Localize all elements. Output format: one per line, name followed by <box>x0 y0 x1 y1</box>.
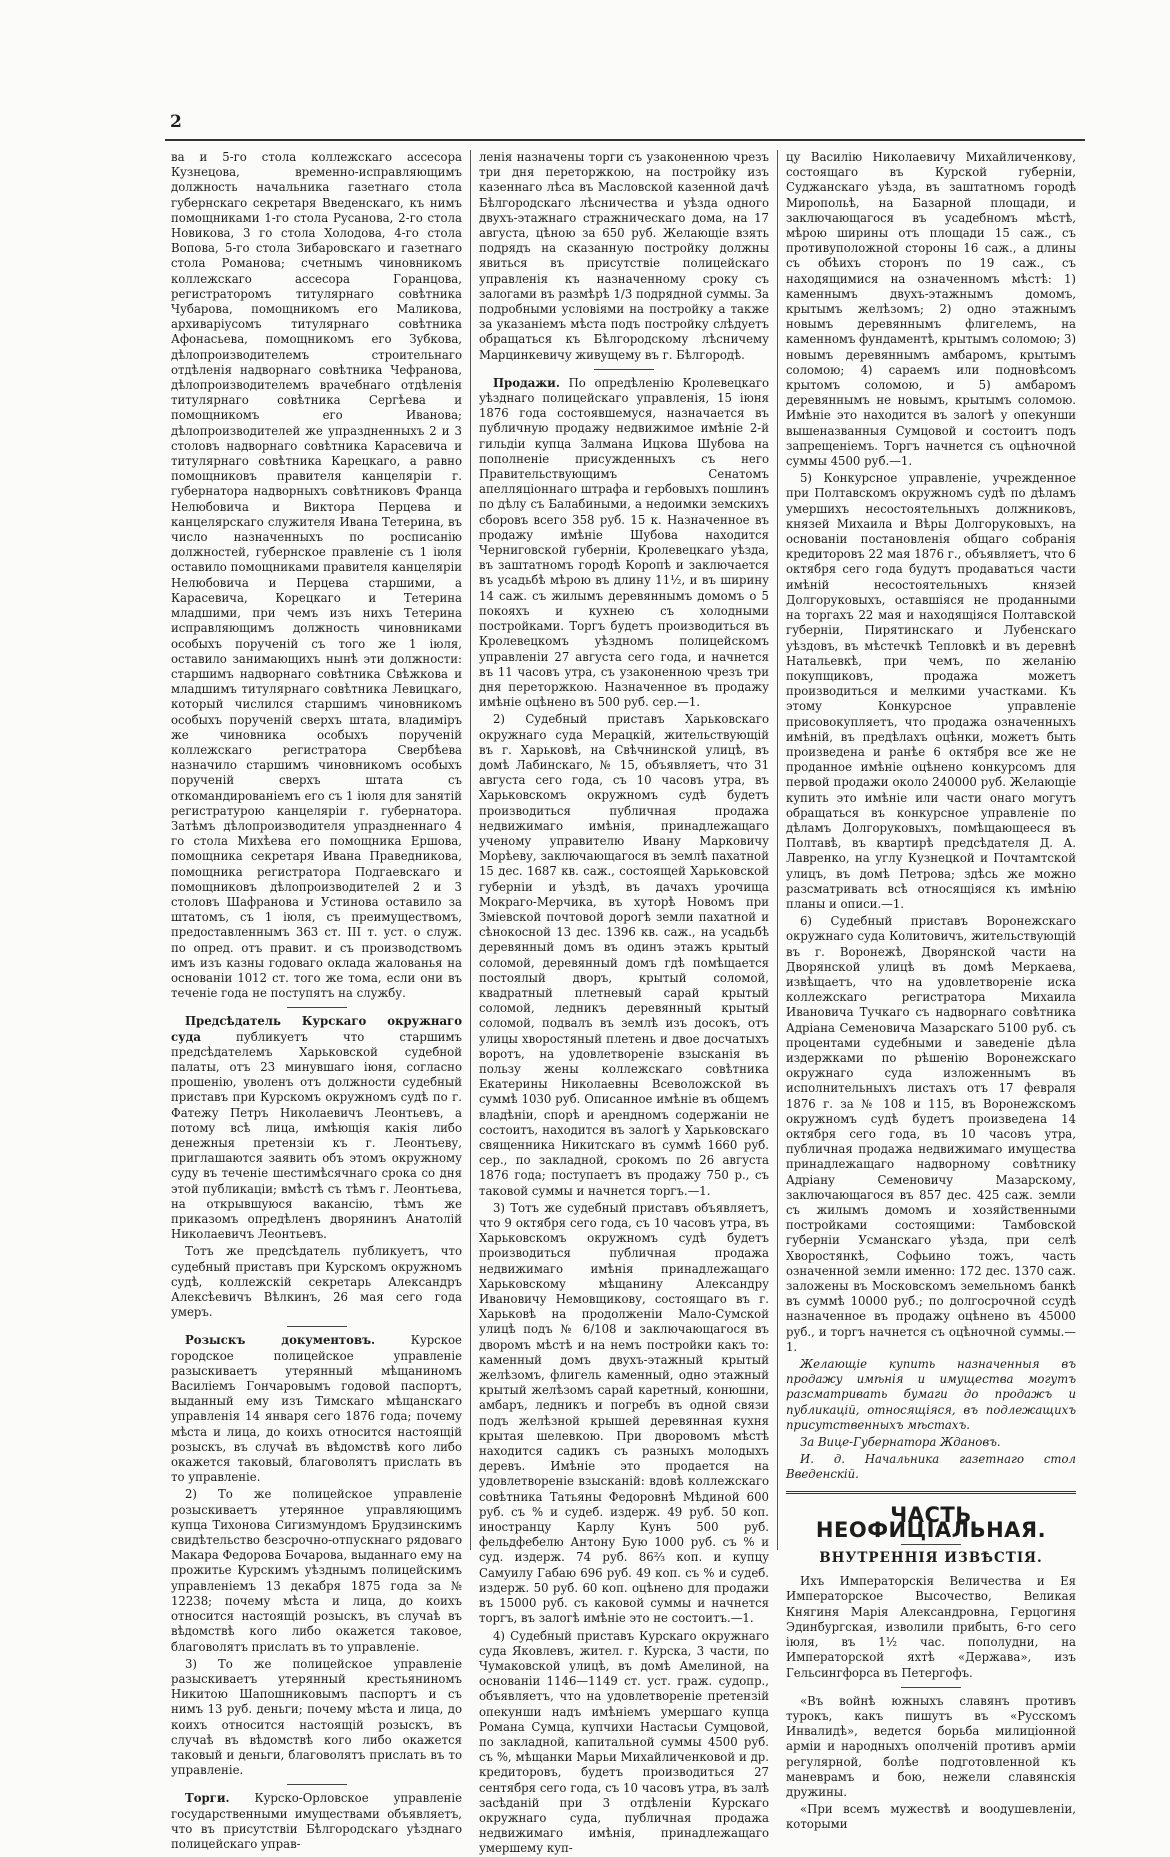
separator <box>594 369 654 370</box>
court-announcement-heading: Предсѣдатель Курскаго окружнаго суда <box>171 1014 462 1044</box>
sale-6: 6) Судебный приставъ Воронежскаго окружнаго суда Колитовичъ, жительствующій въ г. Воронежѣ, Дворянской части на Дворянской улицѣ въ домѣ Меркаева, извѣщаетъ, что на удовлетвореніе иска коллежскаго регистратора Михаила Ивановича Тучкаго съ надворнаго совѣтника Адріана Семеновича Мазарскаго 5100 руб. съ процентами судебными и заведеніе дѣла издержками по рѣшенію Воронежскаго окружнаго суда изложеннымъ въ исполнительныхъ листахъ отъ 17 февраля 1876 г. за № 108 и 115, въ Воронежскомъ окружномъ судѣ будетъ произведена 14 октября сего года, въ 10 часовъ утра, публичная продажа недвижимаго имущества принадлежащаго надворному совѣтнику Адріану Семеновичу Мазарскому, заключающагося въ 857 дес. 425 саж. земли съ жилымъ домомъ и хозяйственными постройками состоящими: Тамбовской губерніи Усманскаго уѣзда, при селѣ Хворостянкѣ, Софьино тожъ, часть означенной земли именно: 172 дес. 1370 саж. заложены въ Московскомъ земельномъ банкѣ въ суммѣ 10000 руб.; по долгосрочной ссудѣ назначенное въ продажу оцѣнено въ 45000 руб., и торгъ начнется съ оцѣночной суммы.—1. <box>786 914 1076 1354</box>
buyers-note: Желающіе купить назначенныя въ продажу имѣнія и имущества могутъ разсматривать бумаги до продажъ и публикацій, относящіяся, въ подлежащихъ присутственныхъ мѣстахъ. <box>786 1357 1076 1432</box>
separator <box>901 1544 961 1545</box>
documents-search-3: 3) То же полицейское управленіе разыскиваетъ утерянный крестьяниномъ Никитою Шапошниковымъ паспортъ и съ нимъ 13 руб. деньги; почему мѣста и лица, до коихъ относится настоящій розыскъ, въ случаѣ въ вѣдомствѣ кого либо окажется таковый и деньги, благоволятъ прислать въ то управленіе. <box>171 1656 462 1778</box>
sale-3: 3) Тотъ же судебный приставъ объявляетъ, что 9 октября сего года, съ 10 часовъ утра, въ Харьковскомъ окружномъ судѣ будетъ производиться публичная продажа недвижимаго имѣнія принадлежащаго Харьковскому мѣщанину Александру Ивановичу Немовщикову, состоящаго въ г. Харьковѣ на продолженіи Мало-Сумской улицѣ подъ № 6/108 и заключающагося въ дворомъ мѣстѣ и на немъ постройки какъ то: каменный домъ двухъ-этажный крытый желѣзомъ, флигель каменный, одно этажный крытый желѣзомъ сарай каретный, конюшни, амбаръ, ледникъ и погребъ въ одной связи подъ желѣзной крышей деревянная кухня крытая шелевкою. При дворовомъ мѣстѣ находится садикъ съ разныхъ молодыхъ деревъ. Имѣніе это продается на удовлетвореніе взысканій: вдовѣ коллежскаго совѣтника Татьяны Федоровнѣ Мѣдиной 600 руб. съ % и судеб. издерж. 49 руб. 50 коп. иностранцу Карлу Кунъ 500 руб. фельдфебелю Антону Бую 1000 руб. съ % и суд. издерж. 74 руб. 86⅔ коп. и купцу Самуилу Габаю 696 руб. 49 коп. съ % и судеб. издерж. 50 руб. 60 коп. оцѣнено для продажи въ 15000 руб. съ каковой суммы и начнется торгъ, въ залогѣ имѣніе это не состоитъ.—1. <box>479 1200 769 1626</box>
sale-2: 2) Судебный приставъ Харьковскаго окружнаго суда Мерацкій, жительствующій въ г. Харьковѣ, на Свѣчнинской улицѣ, въ домѣ Лабинскаго, № 15, объявляетъ, что 31 августа сего года, съ 10 часовъ утра, въ Харьковскомъ окружномъ судѣ будетъ производиться публичная продажа недвижимаго имѣнія, принадлежащаго ученому управителю Ивану Марковичу Морѣеву, заключающагося въ землѣ пахатной 15 дес. 1687 кв. саж., состоящей Харьковской губерніи и уѣздѣ, въ дачахъ урочища Мокраго-Мерчика, въ хуторѣ Новомъ при Змiевской почтовой дорогѣ земли пахатной и сѣнокосной 13 дес. 1396 кв. саж., на усадьбѣ деревянный домъ въ одинъ этажъ крытый соломой, деревянный домъ гдѣ помѣщается постоялый дворъ, крытый соломой, квадратный плетневый сарай крытый соломой, ледникъ деревянный крытый соломой, подвалъ въ землѣ изъ досокъ, отъ улицы хворостяный плетень и двое досчатыхъ воротъ, на удовлетвореніе взысканія въ пользу жены коллежскаго совѣтника Екатерины Николаевны Всеволожской въ суммѣ 1030 руб. Описанное имѣніе въ общемъ владѣніи, спорѣ и арендномъ содержаніи не состоитъ, находится въ залогѣ у Харьковскаго священника Никитскаго въ суммѣ 1660 руб. сер., по закладной, срокомъ по 26 августа 1876 года; поступаетъ въ продажу 750 р., съ таковой суммы и начнется торгъ.—1. <box>479 712 769 1198</box>
appointments-text: ва и 5-го стола коллежскаго ассесора Кузнецова, временно-исправляющимъ должность начальника газетнаго стола губернскаго секретаря Введенскаго, къ нимъ помощниками 1-го стола Русанова, 2-го стола Новикова, 3 го стола Холодова, 4-го стола Вопова, 5-го стола Зибаровскаго и газетнаго стола Романова; счетнымъ чиновникомъ коллежскаго ассесора Горанцова, регистраторомъ титулярнаго совѣтника Чубарова, помощникомъ его Маликова, архиваріусомъ титулярнаго совѣтника Афонасьева, помощникомъ его Зубкова, дѣлопроизводителемъ строительнаго отдѣленія надворнаго совѣтника Чефранова, дѣлопроизводителемъ врачебнаго отдѣленія титулярнаго совѣтника Сергѣева и помощникомъ его Иванова; дѣлопроизводителей же упраздненныхъ 2 и 3 столовъ надворнаго совѣтника Карасевича и титулярнаго совѣтника Карецкаго, а равно помощниковъ правителя канцеляріи г. губернатора надворныхъ совѣтниковъ Франца Нелюбовича и Виктора Перцева и канцелярскаго служителя Ивана Тетерина, въ число назначенныхъ по росписанію должностей, губернское правленіе съ 1 іюля оставило помощниками правителя канцеляріи Нелюбовича и Перцева старшими, а Карасевича, Корецкаго и Тетерина младшими, при чемъ изъ нихъ Тетерина исправляющимъ должность чиновниками особыхъ порученій съ того же 1 іюля, оставило занимающихъ нынѣ эти должности: старшимъ надворнаго совѣтника Свѣжкова и младшимъ титулярнаго совѣтника Левицкаго, который числился старшимъ чиновникомъ особыхъ порученій сверхъ штата, владиміръ же чиновника особыхъ порученій коллежскаго регистратора Свербѣева назначило старшимъ чиновникомъ особыхъ порученій сверхъ штата съ откомандированіемъ его съ 1 іюля для занятій регистратурою канцеляріи г. губернатора. Затѣмъ дѣлопроизводителя упраздненнаго 4 го стола Михѣева его помощника Ершова, помощника секретаря Ивана Праведникова, помощника регистратора Подгаевскаго и помощниковъ дѣлопроизводителей 2 и 3 столовъ Шафранова и Устинова оставило за штатомъ, съ 1 іюля, съ преимуществомъ, предоставленнымъ 363 ст. III т. уст. о служ. по опред. отъ правит. и съ производствомъ имъ изъ казны годоваго оклада жалованья на основаніи 1012 ст. того же тома, если они въ теченіе года не поступятъ на службу. <box>171 150 462 1001</box>
sale-5: 5) Конкурсное управленіе, учрежденное при Полтавскомъ окружномъ судѣ по дѣламъ умершихъ несостоятельныхъ должниковъ, князей Михаила и Вѣры Долгоруковыхъ, на основаніи постановленія общаго собранія кредиторовъ 22 мая 1876 г., объявляетъ, что 6 октября сего года будутъ продаваться части имѣній несостоятельныхъ князей Долгоруковыхъ, оставшіяся не проданными на торгахъ 22 мая и находящіяся Полтавской губерніи, Пирятинскаго и Лубенскаго уѣздовъ, въ мѣстечкѣ Тепловкѣ и въ деревнѣ Натальевкѣ, при чемъ, по желанію покупщиковъ, продажа можетъ производиться и мелкими участками. Къ этому Конкурсное управленіе присовокупляетъ, что продажа означенныхъ имѣній, въ предѣлахъ оцѣнки, можетъ быть произведена и ранѣе 6 октября все же не проданное имѣніе оцѣнено конкурсомъ для первой продажи около 240000 руб. Желающіе купить это имѣніе или части онаго могутъ обращаться въ конкурсное управленіе по дѣламъ Долгоруковыхъ, помѣщающееся въ Полтавѣ, въ квартирѣ предсѣдателя Д. А. Лавренко, на углу Кузнецкой и Почтамтской улицъ, въ домѣ Петрова; здѣсь же можно разсматривать всѣ относящіяся къ имѣнію планы и описи.—1. <box>786 471 1076 911</box>
page-number: 2 <box>170 112 182 132</box>
sale-4: 4) Судебный приставъ Курскаго окружнаго суда Яковлевъ, жител. г. Курска, 3 части, по Чумаковской улицѣ, въ домѣ Амелиной, на основаніи 1146—1149 ст. уст. граж. судопр., объявляетъ, что на удовлетвореніе претензій опекунши надъ имѣніемъ умершаго купца Романа Сумца, купчихи Настасьи Сумцовой, по закладной, капитальной суммы 4500 руб. съ %, мѣщанки Марьи Михайличенковой и др. кредиторовъ, будетъ производиться 27 сентября сего года, съ 10 часовъ утра, въ залѣ засѣданій при 3 отдѣленіи Курскаго окружнаго суда, публичная продажа недвижимаго имѣнія, принадлежащаго умершему куп- <box>479 1628 769 1856</box>
imperial-news: Ихъ Императорскія Величества и Ея Императорское Высочество, Великая Княгиня Марія Александровна, Герцогиня Эдинбургская, изволили прибыть, 6-го сего іюля, въ 1½ час. пополудни, на Императорской яхтѣ «Держава», изъ Гельсингфорса въ Петергофъ. <box>786 1574 1076 1680</box>
column-3 <box>777 150 1084 1832</box>
war-news-2: «При всемъ мужествѣ и воодушевленіи, которыми <box>786 1802 1076 1832</box>
sales <box>479 376 769 710</box>
column-1 <box>163 150 470 1851</box>
sale-4-continued: цу Василію Николаевичу Михайличенкову, состоящаго въ Курской губерніи, Суджанскаго уѣзда, въ заштатномъ городѣ Миропольѣ, на Базарной площади, и заключающагося въ усадебномъ мѣстѣ, мѣрою ширины отъ площади 15 саж., съ противуположной стороны 16 саж., а длины съ обѣихъ сторонъ по 19 саж., съ находящимися на означенномъ мѣстѣ: 1) каменнымъ двухъ-этажнымъ домомъ, крытымъ желѣзомъ; 2) одно этажнымъ новымъ деревяннымъ флигелемъ, на каменномъ фундаментѣ, крытымъ соломою; 3) новымъ деревяннымъ амбаромъ, крытымъ соломою; 4) сараемъ или подновѣсомъ крытомъ соломою, и 5) амбаромъ деревяннымъ не новымъ, крытымъ соломою. Имѣніе это находится въ залогѣ у опекунши вышеназванныя Сумцовой и состоитъ подъ запрещеніемъ. Торгъ начнется съ оцѣночной суммы 4500 руб.—1. <box>786 150 1076 469</box>
documents-search <box>171 1333 462 1485</box>
sub-heading: ВНУТРЕННІЯ ИЗВѢСТІЯ. <box>819 1550 1043 1567</box>
separator <box>287 1326 347 1327</box>
documents-search-2: 2) То же полицейское управленіе розыскиваетъ утерянное управляющимъ купца Тихонова Сигизмундомъ Брудзинскимъ свидѣтельство безсрочно-отпускнаго рядоваго Макара Федорова Бочарова, выданнаго ему на прожитье Курскимъ уѣзднымъ полицейскимъ управленіемъ 13 декабря 1875 года за № 12238; почему мѣста и лица, до коихъ относится настоящій розыскъ, въ случаѣ въ вѣдомствѣ кого либо окажется таковое, благоволятъ прислать въ то управленіе. <box>171 1487 462 1654</box>
separator <box>287 1784 347 1785</box>
section-divider <box>786 1491 1076 1494</box>
signature-desk-chief: И. д. Начальника газетнаго стол Введенскій. <box>786 1452 1076 1482</box>
court-announcement <box>171 1014 462 1242</box>
documents-search-heading: Розыскъ документовъ. <box>185 1333 376 1348</box>
auctions <box>171 1791 462 1852</box>
sales-text: По опредѣленію Кролевецкаго уѣзднаго полицейскаго управленія, 15 іюня 1876 года состоявшемуся, назначается въ публичную продажу недвижимое имѣніе 2-й гильдіи купца Залмана Ицкова Шубова на пополненіе присужденныхъ съ него Правительствующимъ Сенатомъ апелляціоннаго штрафа и гербовыхъ пошлинъ по дѣлу съ Балабиными, а недоимки земскихъ сборовъ всего 358 руб. 15 к. Назначенное въ продажу имѣніе Шубова находится Черниговской губерніи, Кролевецкаго уѣзда, въ заштатномъ городѣ Коропѣ и заключается въ усадьбѣ мѣрою въ длину 11½, и въ ширину 14 саж. съ жилымъ деревяннымъ домомъ о 5 покояхъ и кухнею съ холодными постройками. Торгъ будетъ производиться въ Кролевецкомъ уѣздномъ полицейскомъ управленіи 27 августа сего года, и начнется въ 11 часовъ утра, съ узаконенною чрезъ три дня переторжкою. Назначенное въ продажу имѣніе оцѣнено въ 500 руб. сер.—1. <box>479 375 769 710</box>
auctions-continued: ленія назначены торги съ узаконенною чрезъ три дня переторжкою, на постройку изъ казеннаго лѣса въ Масловской казенной дачѣ Бѣлгородскаго лѣсничества и уѣзда одного двухъ-этажнаго стражническаго дома, на 17 августа, цѣною за 650 руб. Желающіе взять подрядъ на сказанную постройку должны явиться въ присутствіе полицейскаго управленія къ назначенному сроку съ залогами въ размѣрѣ 1/3 подрядной суммы. За подробными условіями на постройку а также за указаніемъ мѣста подъ постройку слѣдуетъ обращаться къ Бѣлгородскому лѣсничему Марцинкевичу живущему въ г. Бѣлгородѣ. <box>479 150 769 362</box>
auctions-text: Курско-Орловское управленіе государственными имуществами объявляетъ, что въ присутствіи Бѣлгородскаго уѣзднаго полицейскаго управ- <box>171 1791 462 1851</box>
column-2 <box>470 150 777 1856</box>
court-announcement-2: Тотъ же предсѣдатель публикуетъ, что судебный приставъ при Курскомъ окружномъ судѣ, коллежскій секретарь Александръ Алексѣевичъ Вѣлкинъ, 26 мая сего года умеръ. <box>171 1244 462 1320</box>
separator <box>287 1007 347 1008</box>
section-heading: ЧАСТЬ НЕОФИЦІАЛЬНАЯ. <box>815 1502 1047 1542</box>
court-announcement-text: публикуетъ что старшимъ предсѣдателемъ Харьковской судебной палаты, отъ 23 минувшаго іюня, согласно прошенію, уволенъ отъ должности судебный приставъ при Курскомъ окружномъ судѣ по г. Фатежу Петръ Николаевичъ Леонтьевъ, а потому всѣ лица, имѣющія какія либо денежныя претензіи къ г. Леонтьеву, приглашаются заявить объ этомъ окружному суду въ теченіе шестимѣсячнаго срока со дня этой публикаціи; вмѣстѣ съ тѣмъ г. Леонтьева, на открывшуюся вакансію, тѣмъ же приказомъ опредѣленъ дворянинъ Анатолій Николаевичъ Леонтьевъ. <box>171 1029 462 1242</box>
war-news: «Въ войнѣ южныхъ славянъ противъ турокъ, какъ пишутъ въ «Русскомъ Инвалидѣ», ведется борьба милиціонной арміи и народныхъ ополченій противъ арміи регулярной, болѣе подготовленной къ маневрамъ и бою, нежели славянскія дружины. <box>786 1693 1076 1799</box>
signature-vice-governor: За Вице-Губернатора Ждановъ. <box>800 1435 1001 1450</box>
newspaper-columns <box>163 150 1085 1856</box>
documents-search-text: Курское городское полицейское управленіе разыскиваетъ утерянный мѣщаниномъ Василіемъ Гончаровымъ годовой паспортъ, выданный ему изъ Тимскаго мѣщанскаго управленія 14 января сего 1876 года; почему мѣста и лица, до коихъ относится настоящій розыскъ, въ случаѣ въ вѣдомствѣ кого либо окажется таковый, благоволятъ прислать въ то управленіе. <box>171 1333 462 1485</box>
auctions-heading: Торги. <box>185 1791 230 1806</box>
separator <box>901 1687 961 1688</box>
sales-heading: Продажи. <box>493 375 560 390</box>
header-rule <box>165 139 1085 141</box>
